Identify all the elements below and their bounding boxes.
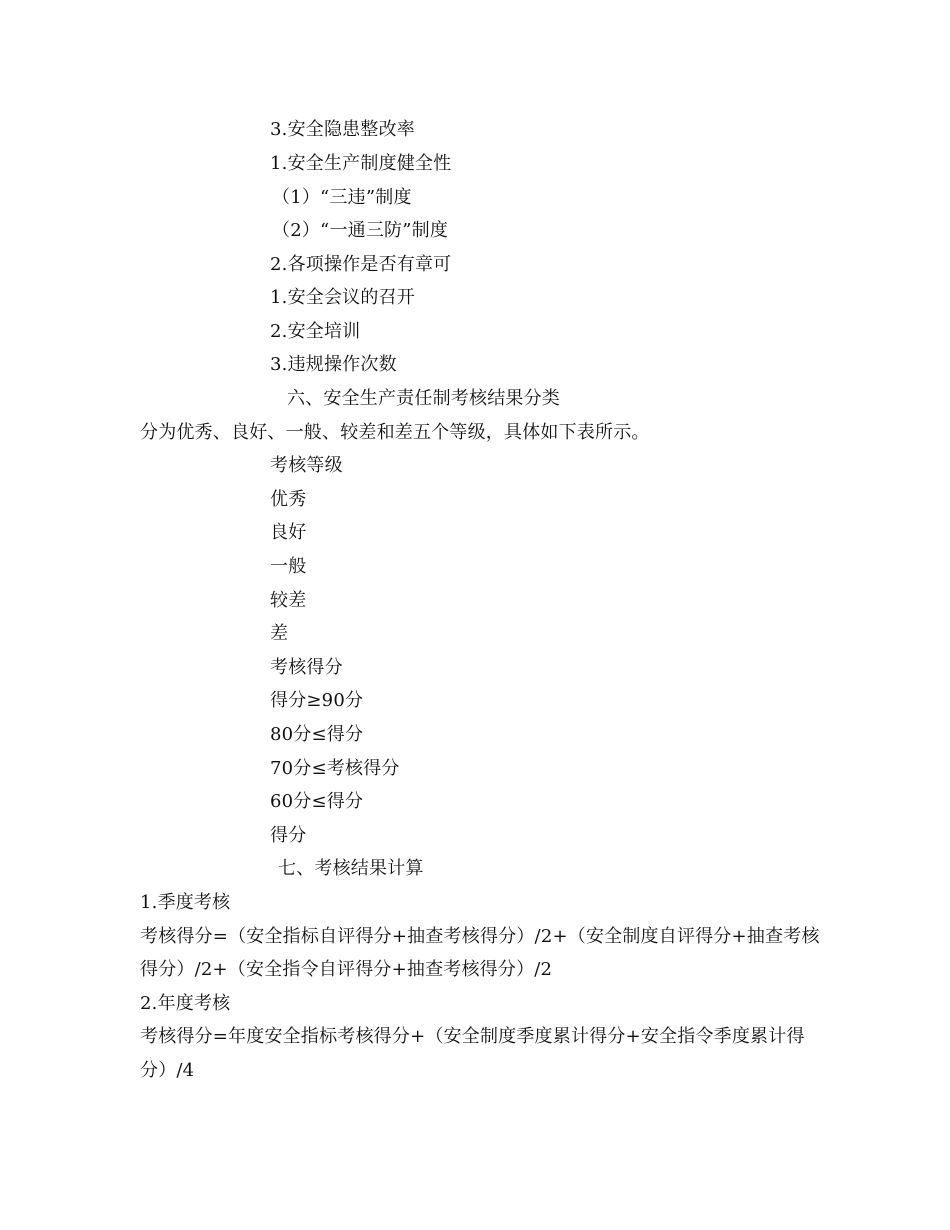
quarterly-title: 1.季度考核 (140, 892, 231, 913)
grade-average: 一般 (270, 556, 307, 577)
grade-poor: 较差 (270, 590, 307, 611)
score-good: 80分≤得分 (270, 724, 364, 745)
score-poor: 60分≤得分 (270, 791, 364, 812)
annual-formula-line2: 分）/4 (140, 1060, 195, 1081)
grade-header: 考核等级 (270, 455, 343, 476)
item-violation-count: 3.违规操作次数 (270, 354, 397, 375)
annual-formula-line1: 考核得分=年度安全指标考核得分+（安全制度季度累计得分+安全指令季度累计得 (140, 1026, 805, 1047)
grade-good: 良好 (270, 522, 307, 543)
item-safety-training: 2.安全培训 (270, 321, 361, 342)
score-average: 70分≤考核得分 (270, 758, 400, 779)
section6-heading: 六、安全生产责任制考核结果分类 (287, 388, 560, 409)
item-three-violations: （1）“三违”制度 (272, 187, 412, 208)
grade-excellent: 优秀 (270, 489, 307, 510)
section6-intro: 分为优秀、良好、一般、较差和差五个等级，具体如下表所示。 (140, 422, 650, 443)
grade-bad: 差 (270, 623, 289, 644)
quarterly-formula-line2: 得分）/2+（安全指令自评得分+抽查考核得分）/2 (140, 959, 553, 980)
quarterly-formula-line1: 考核得分=（安全指标自评得分+抽查考核得分）/2+（安全制度自评得分+抽查考核 (140, 926, 820, 947)
score-header: 考核得分 (270, 657, 343, 678)
item-hazard-rectification: 3.安全隐患整改率 (270, 119, 415, 140)
item-safety-meetings: 1.安全会议的召开 (270, 287, 415, 308)
item-system-completeness: 1.安全生产制度健全性 (270, 153, 452, 174)
section7-heading: 七、考核结果计算 (278, 858, 424, 879)
annual-title: 2.年度考核 (140, 993, 231, 1014)
score-bad: 得分 (270, 825, 307, 846)
item-operations-compliance: 2.各项操作是否有章可 (270, 254, 452, 275)
item-one-pass-three-prevention: （2）“一通三防”制度 (272, 220, 449, 241)
score-excellent: 得分≥90分 (270, 690, 364, 711)
